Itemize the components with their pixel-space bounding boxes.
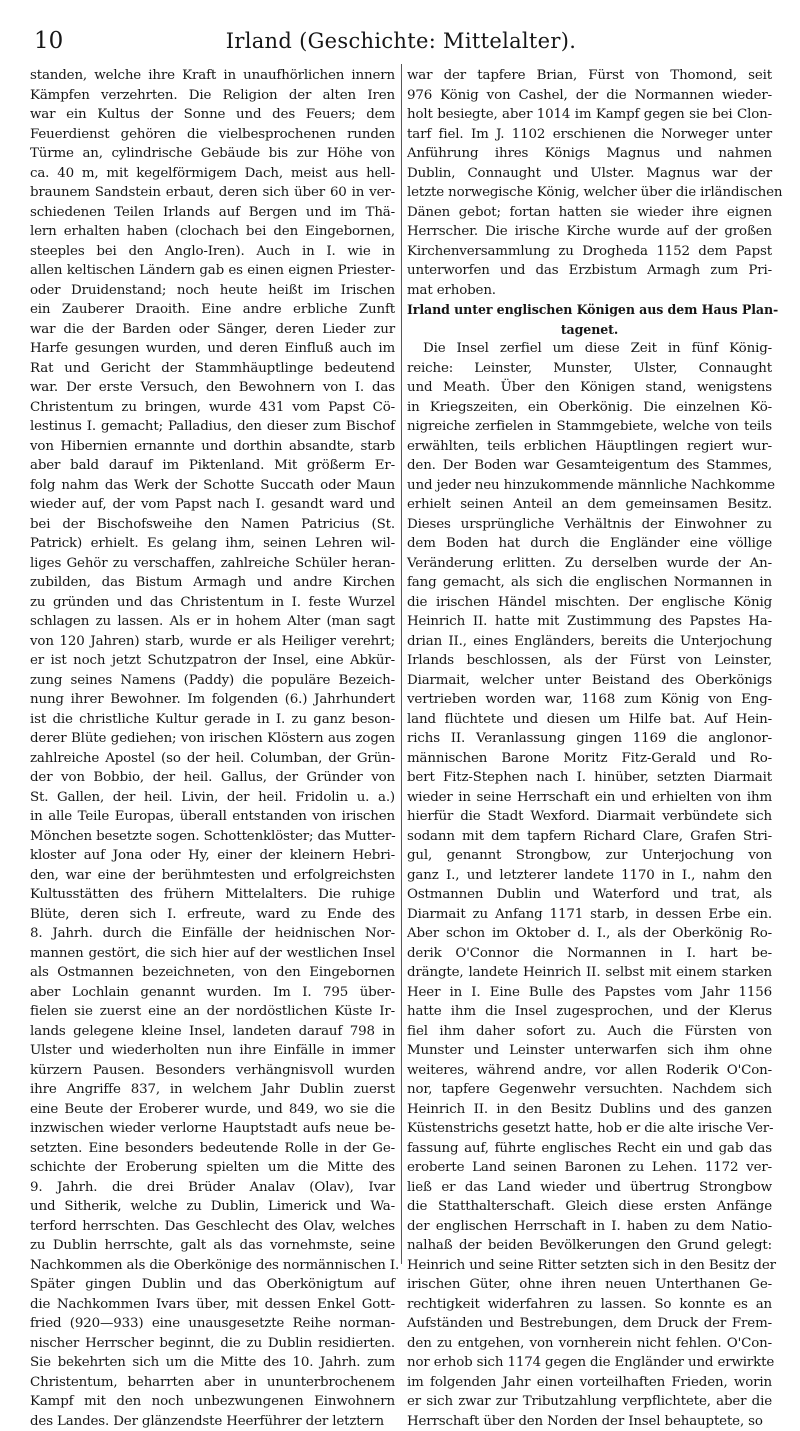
text-line: Herrschaft über den Norden der Insel behauptete, so: [407, 1412, 772, 1431]
text-line: kürzern Pausen. Besonders verhängnisvoll wurden: [30, 1061, 395, 1081]
text-line: war der tapfere Brian, Fürst von Thomond, seit: [407, 66, 772, 86]
text-line: Diarmait zu Anfang 1171 starb, in dessen Erbe ein.: [407, 905, 772, 925]
text-line: Harfe gesungen wurden, und deren Einfluß auch im: [30, 339, 395, 359]
text-line: Christentum zu bringen, wurde 431 vom Papst Cö-: [30, 398, 395, 418]
text-line: nischer Herrscher beginnt, die zu Dublin residierten.: [30, 1334, 395, 1354]
text-line: den. Der Boden war Gesamteigentum des Stammes,: [407, 456, 772, 476]
right-column: [407, 66, 772, 1264]
text-line: mannen gestört, die sich hier auf der westlichen Insel: [30, 944, 395, 964]
text-line: Heinrich II. hatte mit Zustimmung des Papstes Ha-: [407, 612, 772, 632]
text-line: war die der Barden oder Sänger, deren Lieder zur: [30, 320, 395, 340]
text-line: 8. Jahrh. durch die Einfälle der heidnischen Nor-: [30, 924, 395, 944]
page-header: [30, 26, 772, 56]
subheading-line: tagenet.: [407, 320, 772, 340]
text-line: bei der Bischofsweihe den Namen Patricius (St.: [30, 515, 395, 535]
text-line: zung seines Namens (Paddy) die populäre Bezeich-: [30, 671, 395, 691]
text-line: dem Boden hat durch die Engländer eine völlige: [407, 534, 772, 554]
text-line: in Kriegszeiten, ein Oberkönig. Die einzelnen Kö-: [407, 398, 772, 418]
text-line: zahlreiche Apostel (so der heil. Columban, der Grün-: [30, 749, 395, 769]
text-line: Kämpfen verzehrten. Die Religion der alten Iren: [30, 86, 395, 106]
text-line: die Statthalterschaft. Gleich diese ersten Anfänge: [407, 1197, 772, 1217]
text-line: von Hibernien ernannte und dorthin absandte, starb: [30, 437, 395, 457]
text-line: Veränderung erlitten. Zu derselben wurde der An-: [407, 554, 772, 574]
text-line: lands gelegene kleine Insel, landeten darauf 798 in: [30, 1022, 395, 1042]
text-line: fang gemacht, als sich die englischen Normannen in: [407, 573, 772, 593]
text-line: nigreiche zerfielen in Stammgebiete, welche von teils: [407, 417, 772, 437]
text-line: folg nahm das Werk der Schotte Succath oder Maun: [30, 476, 395, 496]
text-line: ganz I., und letzterer landete 1170 in I., nahm den: [407, 866, 772, 886]
text-line: nung ihrer Bewohner. Im folgenden (6.) Jahrhundert: [30, 690, 395, 710]
text-line: ihre Angriffe 837, in welchem Jahr Dublin zuerst: [30, 1080, 395, 1100]
text-line: fried (920—933) eine unausgesetzte Reihe norman-: [30, 1314, 395, 1334]
text-line: Dublin, Connaught und Ulster. Magnus war der: [407, 164, 772, 184]
text-line: ist die christliche Kultur gerade in I. zu ganz beson-: [30, 710, 395, 730]
text-line: Rat und Gericht der Stammhäuptlinge bedeutend: [30, 359, 395, 379]
text-line: eine Beute der Eroberer wurde, und 849, wo sie die: [30, 1100, 395, 1120]
text-line: Irlands beschlossen, als der Fürst von Leinster,: [407, 651, 772, 671]
text-line: richs II. Veranlassung gingen 1169 die anglonor-: [407, 729, 772, 749]
text-line: hatte ihm die Insel zugesprochen, und der Klerus: [407, 1002, 772, 1022]
text-line: und Sitherik, welche zu Dublin, Limerick und Wa-: [30, 1197, 395, 1217]
text-line: Anführung ihres Königs Magnus und nahmen: [407, 144, 772, 164]
text-line: eroberte Land seinen Baronen zu Lehen. 1172 ver-: [407, 1158, 772, 1178]
text-line: Später gingen Dublin und das Oberkönigtum auf: [30, 1275, 395, 1295]
text-line: Munster und Leinster unterwarfen sich ihm ohne: [407, 1041, 772, 1061]
text-line: Heer in I. Eine Bulle des Papstes vom Jahr 1156: [407, 983, 772, 1003]
right-column-paragraph-2: [407, 339, 772, 1431]
text-line: steeples bei den Anglo-Iren). Auch in I. wie in: [30, 242, 395, 262]
text-line: irischen Güter, ohne ihren neuen Unterthanen Ge-: [407, 1275, 772, 1295]
text-line: zu Dublin herrschte, galt als das vornehmste, seine: [30, 1236, 395, 1256]
text-line: und Meath. Über den Königen stand, wenigstens: [407, 378, 772, 398]
subheading-line: Irland unter englischen Königen aus dem Haus Plan-: [407, 300, 772, 320]
text-line: terford herrschten. Das Geschlecht des Olav, welches: [30, 1217, 395, 1237]
text-line: den, war eine der berühmtesten und erfolgreichsten: [30, 866, 395, 886]
column-divider: [401, 64, 402, 1264]
text-line: Christentum, beharrten aber in ununterbrochenem: [30, 1373, 395, 1393]
text-columns: [30, 66, 772, 1264]
text-line: und jeder neu hinzukommende männliche Nachkomme: [407, 476, 772, 496]
text-line: war. Der erste Versuch, den Bewohnern von I. das: [30, 378, 395, 398]
text-line: er ist noch jetzt Schutzpatron der Insel, eine Abkür-: [30, 651, 395, 671]
text-line: standen, welche ihre Kraft in unaufhörlichen innern: [30, 66, 395, 86]
text-line: nor, tapfere Gegenwehr versuchten. Nachdem sich: [407, 1080, 772, 1100]
text-line: hierfür die Stadt Wexford. Diarmait verbündete sich: [407, 807, 772, 827]
text-line: aber Lochlain genannt wurden. Im I. 795 über-: [30, 983, 395, 1003]
text-line: Dieses ursprüngliche Verhältnis der Einwohner zu: [407, 515, 772, 535]
text-line: drängte, landete Heinrich II. selbst mit einem starken: [407, 963, 772, 983]
text-line: im folgenden Jahr einen vorteilhaften Frieden, worin: [407, 1373, 772, 1393]
text-line: schiedenen Teilen Irlands auf Bergen und im Thä-: [30, 203, 395, 223]
text-line: Blüte, deren sich I. erfreute, ward zu Ende des: [30, 905, 395, 925]
text-line: Türme an, cylindrische Gebäude bis zur Höhe von: [30, 144, 395, 164]
text-line: Ulster und wiederholten nun ihre Einfälle in immer: [30, 1041, 395, 1061]
text-line: Aufständen und Bestrebungen, dem Druck der Frem-: [407, 1314, 772, 1334]
text-line: Herrscher. Die irische Kirche wurde auf der großen: [407, 222, 772, 242]
text-line: schichte der Eroberung spielten um die Mitte des: [30, 1158, 395, 1178]
left-column: [30, 66, 395, 1264]
running-head: Irland (Geschichte: Mittelalter).: [30, 26, 772, 56]
text-line: letzte norwegische König, welcher über die irländischen: [407, 183, 772, 203]
text-line: allen keltischen Ländern gab es einen eignen Priester-: [30, 261, 395, 281]
text-line: weiteres, während andre, vor allen Roderik O'Con-: [407, 1061, 772, 1081]
text-line: St. Gallen, der heil. Livin, der heil. Fridolin u. a.): [30, 788, 395, 808]
text-line: wieder in seine Herrschaft ein und erhielten von ihm: [407, 788, 772, 808]
text-line: gul, genannt Strongbow, zur Unterjochung von: [407, 846, 772, 866]
text-line: oder Druidenstand; noch heute heißt im Irischen: [30, 281, 395, 301]
text-line: ca. 40 m, mit kegelförmigem Dach, meist aus hell-: [30, 164, 395, 184]
text-line: Heinrich und seine Ritter setzten sich in den Besitz der: [407, 1256, 772, 1276]
section-subheading: [407, 300, 772, 339]
text-line: holt besiegte, aber 1014 im Kampf gegen sie bei Clon-: [407, 105, 772, 125]
text-line: die irischen Händel mischten. Der englische König: [407, 593, 772, 613]
text-line: die Nachkommen Ivars über, mit dessen Enkel Gott-: [30, 1295, 395, 1315]
text-line: von 120 Jahren) starb, wurde er als Heiliger verehrt;: [30, 632, 395, 652]
text-line: der von Bobbio, der heil. Gallus, der Gründer von: [30, 768, 395, 788]
text-line: Diarmait, welcher unter Beistand des Oberkönigs: [407, 671, 772, 691]
text-line: als Ostmannen bezeichneten, von den Eingebornen: [30, 963, 395, 983]
text-line: des Landes. Der glänzendste Heerführer der letztern: [30, 1412, 395, 1431]
text-line: land flüchtete und diesen um Hilfe bat. Auf Hein-: [407, 710, 772, 730]
text-line: setzten. Eine besonders bedeutende Rolle in der Ge-: [30, 1139, 395, 1159]
text-line: er sich zwar zur Tributzahlung verpflichtete, aber die: [407, 1392, 772, 1412]
text-line: schlagen zu lassen. Als er in hohem Alter (man sagt: [30, 612, 395, 632]
text-line: Kultusstätten des frühern Mittelalters. Die ruhige: [30, 885, 395, 905]
text-line: erwählten, teils erblichen Häuptlingen regiert wur-: [407, 437, 772, 457]
text-line: sodann mit dem tapfern Richard Clare, Grafen Stri-: [407, 827, 772, 847]
text-line: ließ er das Land wieder und übertrug Strongbow: [407, 1178, 772, 1198]
page-number: 10: [34, 26, 63, 56]
text-line: zubilden, das Bistum Armagh und andre Kirchen: [30, 573, 395, 593]
text-line: Patrick) erhielt. Es gelang ihm, seinen Lehren wil-: [30, 534, 395, 554]
text-line: lestinus I. gemacht; Palladius, den dieser zum Bischof: [30, 417, 395, 437]
text-line: Sie bekehrten sich um die Mitte des 10. Jahrh. zum: [30, 1353, 395, 1373]
text-line: in alle Teile Europas, überall entstanden von irischen: [30, 807, 395, 827]
text-line: kloster auf Jona oder Hy, einer der kleinern Hebri-: [30, 846, 395, 866]
text-line: Dänen gebot; fortan hatten sie wieder ihre eignen: [407, 203, 772, 223]
text-line: nor erhob sich 1174 gegen die Engländer und erwirkte: [407, 1353, 772, 1373]
text-line: 976 König von Cashel, der die Normannen wieder-: [407, 86, 772, 106]
text-line: lern erhalten haben (clochach bei den Eingebornen,: [30, 222, 395, 242]
text-line: Kampf mit den noch unbezwungenen Einwohnern: [30, 1392, 395, 1412]
text-line: fiel ihm daher sofort zu. Auch die Fürsten von: [407, 1022, 772, 1042]
text-line: ein Zauberer Draoith. Eine andre erbliche Zunft: [30, 300, 395, 320]
text-line: fassung auf, führte englisches Recht ein und gab das: [407, 1139, 772, 1159]
text-line: bert Fitz-Stephen nach I. hinüber, setzten Diarmait: [407, 768, 772, 788]
text-line: rechtigkeit widerfahren zu lassen. So konnte es an: [407, 1295, 772, 1315]
text-line: den zu entgehen, von vornherein nicht fehlen. O'Con-: [407, 1334, 772, 1354]
text-line: zu gründen und das Christentum in I. feste Wurzel: [30, 593, 395, 613]
text-line: 9. Jahrh. die drei Brüder Analav (Olav), Ivar: [30, 1178, 395, 1198]
text-line: Aber schon im Oktober d. I., als der Oberkönig Ro-: [407, 924, 772, 944]
text-line: Nachkommen als die Oberkönige des normännischen I.: [30, 1256, 395, 1276]
text-line: Heinrich II. in den Besitz Dublins und des ganzen: [407, 1100, 772, 1120]
text-line: männischen Barone Moritz Fitz-Gerald und Ro-: [407, 749, 772, 769]
text-line: vertrieben worden war, 1168 zum König von Eng-: [407, 690, 772, 710]
right-column-paragraph-1: [407, 66, 772, 300]
text-line: Ostmannen Dublin und Waterford und trat, als: [407, 885, 772, 905]
text-line: Kirchenversammlung zu Drogheda 1152 dem Papst: [407, 242, 772, 262]
text-line: derik O'Connor die Normannen in I. hart be-: [407, 944, 772, 964]
text-line: inzwischen wieder verlorne Hauptstadt aufs neue be-: [30, 1119, 395, 1139]
text-line: Feuerdienst gehören die vielbesprochenen runden: [30, 125, 395, 145]
text-line: braunem Sandstein erbaut, deren sich über 60 in ver-: [30, 183, 395, 203]
text-line: unterworfen und das Erzbistum Armagh zum Pri-: [407, 261, 772, 281]
text-line: nalhaß der beiden Bevölkerungen den Grund gelegt:: [407, 1236, 772, 1256]
text-line: mat erhoben.: [407, 281, 772, 301]
text-line: Die Insel zerfiel um diese Zeit in fünf König-: [407, 339, 772, 359]
text-line: wieder auf, der vom Papst nach I. gesandt ward und: [30, 495, 395, 515]
text-line: erhielt seinen Anteil an dem gemeinsamen Besitz.: [407, 495, 772, 515]
text-line: aber bald darauf im Piktenland. Mit größerm Er-: [30, 456, 395, 476]
text-line: Küstenstrichs gesetzt hatte, hob er die alte irische Ver-: [407, 1119, 772, 1139]
text-line: tarf fiel. Im J. 1102 erschienen die Norweger unter: [407, 125, 772, 145]
text-line: drian II., eines Engländers, bereits die Unterjochung: [407, 632, 772, 652]
text-line: liges Gehör zu verschaffen, zahlreiche Schüler heran-: [30, 554, 395, 574]
text-line: fielen sie zuerst eine an der nordöstlichen Küste Ir-: [30, 1002, 395, 1022]
text-line: Mönchen besetzte sogen. Schottenklöster; das Mutter-: [30, 827, 395, 847]
text-line: reiche: Leinster, Munster, Ulster, Connaught: [407, 359, 772, 379]
text-line: der englischen Herrschaft in I. haben zu dem Natio-: [407, 1217, 772, 1237]
text-line: derer Blüte gediehen; von irischen Klöstern aus zogen: [30, 729, 395, 749]
text-line: war ein Kultus der Sonne und des Feuers; dem: [30, 105, 395, 125]
